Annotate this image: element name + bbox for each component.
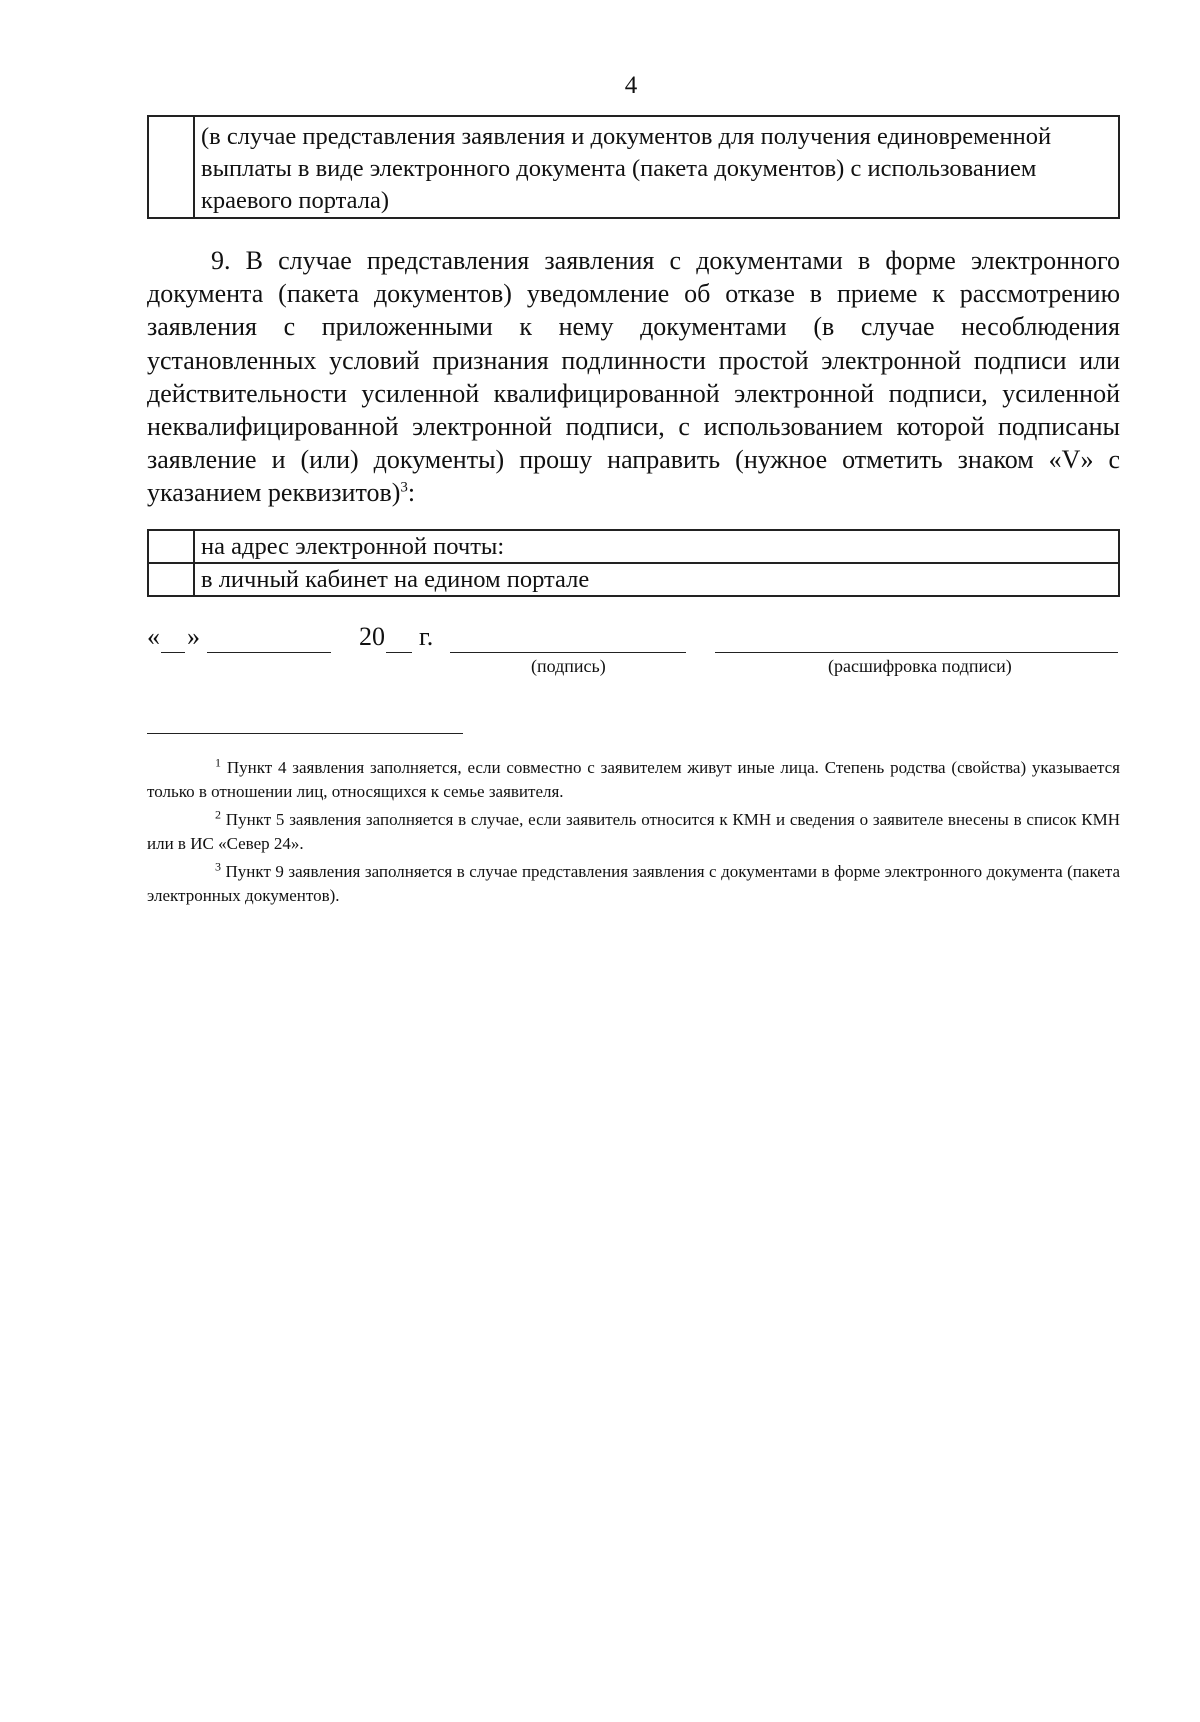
portal-option-row: [148, 116, 1119, 218]
footnote-3-text: Пункт 9 заявления заполняется в случае представления заявления с документами в форме электронного документа (пакета электронных документов).: [147, 862, 1121, 905]
footnote-1: [147, 756, 1120, 804]
footnote-3: [147, 860, 1120, 908]
paragraph-9-tail: :: [407, 478, 416, 508]
page-number: 4: [624, 72, 638, 99]
portal-cabinet-option-checkbox[interactable]: [148, 563, 194, 596]
footnote-separator: [147, 733, 463, 734]
portal-option-text: (в случае представления заявления и документов для получения единовременной выплаты в виде электронного документа (пакета документов) с использованием краевого портала): [194, 116, 1119, 218]
footnote-1-number: 1: [215, 755, 221, 770]
delivery-option-portal-row: [148, 563, 1119, 596]
footnote-2: [147, 808, 1120, 856]
signature-field[interactable]: [450, 652, 686, 653]
date-close-quote: »: [187, 622, 200, 651]
footnotes: [147, 756, 1120, 912]
signature-caption: (подпись): [531, 656, 606, 676]
portal-cabinet-option-label: в личный кабинет на едином портале: [194, 563, 1119, 596]
delivery-options-table: [147, 529, 1120, 597]
footnote-ref-3[interactable]: 3: [400, 479, 408, 496]
signature-decoding-field[interactable]: [715, 652, 1118, 653]
delivery-option-email-row: [148, 530, 1119, 563]
portal-option-table: [147, 115, 1120, 219]
paragraph-9: [147, 244, 1120, 510]
year-suffix: г.: [419, 622, 434, 651]
day-field[interactable]: [161, 652, 185, 653]
portal-option-checkbox[interactable]: [148, 116, 194, 218]
date-open-quote: «: [147, 622, 160, 651]
email-option-checkbox[interactable]: [148, 530, 194, 563]
year-prefix: 20: [359, 622, 385, 651]
footnote-2-number: 2: [215, 807, 221, 822]
month-field[interactable]: [207, 652, 331, 653]
footnote-2-text: Пункт 5 заявления заполняется в случае, если заявитель относится к КМН и сведения о заявителе внесены в список КМН или в ИС «Север 24».: [147, 810, 1121, 853]
paragraph-9-text: 9. В случае представления заявления с документами в форме электронного документа (пакета документов) уведомление об отказе в приеме к рассмотрению заявления с приложенными к нему документами (в случае несоблюдения установленных условий признания подлинности простой электронной подписи или действительности усиленной квалифицированной электронной подписи, усиленной неквалифицированной электронной подписи, с использованием которой подписаны заявление и (или) документы) прошу направить (нужное отметить знаком «V» с указанием реквизитов): [147, 246, 1120, 508]
email-option-label: на адрес электронной почты:: [194, 530, 1119, 563]
footnote-3-number: 3: [215, 859, 221, 874]
decoding-caption: (расшифровка подписи): [828, 656, 1012, 676]
footnote-1-text: Пункт 4 заявления заполняется, если совместно с заявителем живут иные лица. Степень родства (свойства) указывается только в отношении лиц, относящихся к семье заявителя.: [147, 758, 1121, 801]
paragraph-9-body: [147, 244, 1120, 510]
year-field[interactable]: [386, 652, 412, 653]
